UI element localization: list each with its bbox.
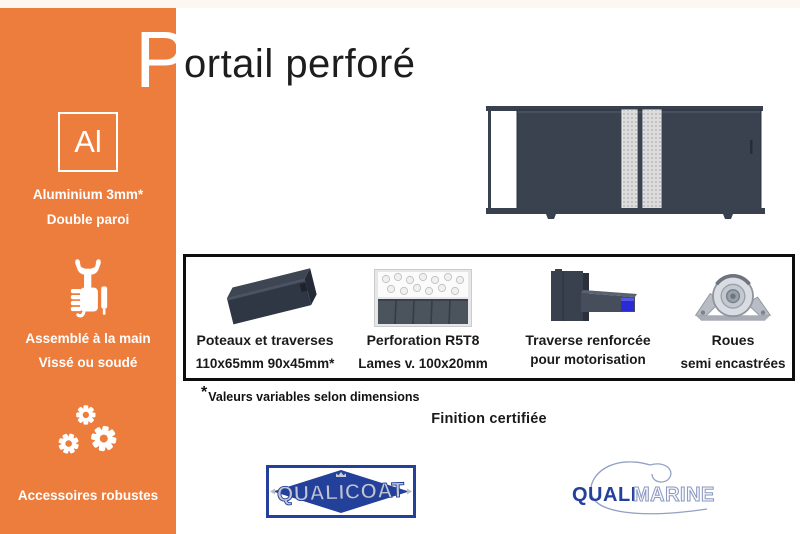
aluminum-profile-image	[210, 267, 320, 329]
top-margin-strip	[0, 0, 800, 8]
page-title-initial: P	[135, 15, 189, 104]
feature-title: Roues	[711, 332, 755, 348]
perforation-sample-image	[374, 267, 472, 329]
aluminum-symbol-text: Al	[74, 124, 102, 159]
page-title: ortail perforé	[184, 42, 416, 86]
footnote	[201, 384, 419, 404]
feature-roues	[674, 257, 792, 378]
motorisation-beam-image	[529, 267, 647, 329]
feature-subtitle: Lames v. 100x20mm	[358, 356, 488, 371]
qualicoat-logo-text: QUALICOAT	[276, 478, 406, 507]
gears-icon	[45, 399, 131, 471]
sidebar-assembly-line1: Assemblé à la main	[25, 331, 151, 346]
feature-title: Perforation R5T8	[366, 332, 480, 348]
qualimarine-logo-text-bold: QUALI	[572, 484, 637, 506]
feature-traverse	[502, 257, 674, 378]
certification-heading: Finition certifiée	[431, 411, 547, 427]
sidebar-assembly-line2: Vissé ou soudé	[38, 354, 138, 370]
sidebar-aluminum-line2: Double paroi	[46, 211, 130, 227]
footnote-text: Valeurs variables selon dimensions	[208, 390, 420, 404]
aluminum-symbol-icon	[58, 112, 118, 172]
feature-subtitle: semi encastrées	[680, 356, 786, 371]
footnote-asterisk: *	[201, 384, 208, 401]
feature-subtitle: 110x65mm 90x45mm*	[195, 356, 335, 371]
wheel-image	[692, 267, 774, 329]
feature-poteaux	[186, 257, 344, 378]
features-box	[183, 254, 795, 381]
wrench-hand-icon	[55, 256, 121, 322]
qualicoat-logo	[266, 465, 416, 523]
sidebar-aluminum-line1: Aluminium 3mm*	[32, 187, 144, 202]
feature-perforation	[344, 257, 502, 378]
qualimarine-logo	[555, 458, 755, 528]
feature-subtitle: pour motorisation	[530, 352, 646, 367]
feature-title: Poteaux et traverses	[196, 332, 334, 348]
gate-product-image	[478, 92, 778, 232]
qualimarine-logo-text-light: MARINE	[633, 484, 715, 506]
sidebar-accessories-line1: Accessoires robustes	[17, 488, 159, 503]
feature-title: Traverse renforcée	[525, 332, 651, 348]
